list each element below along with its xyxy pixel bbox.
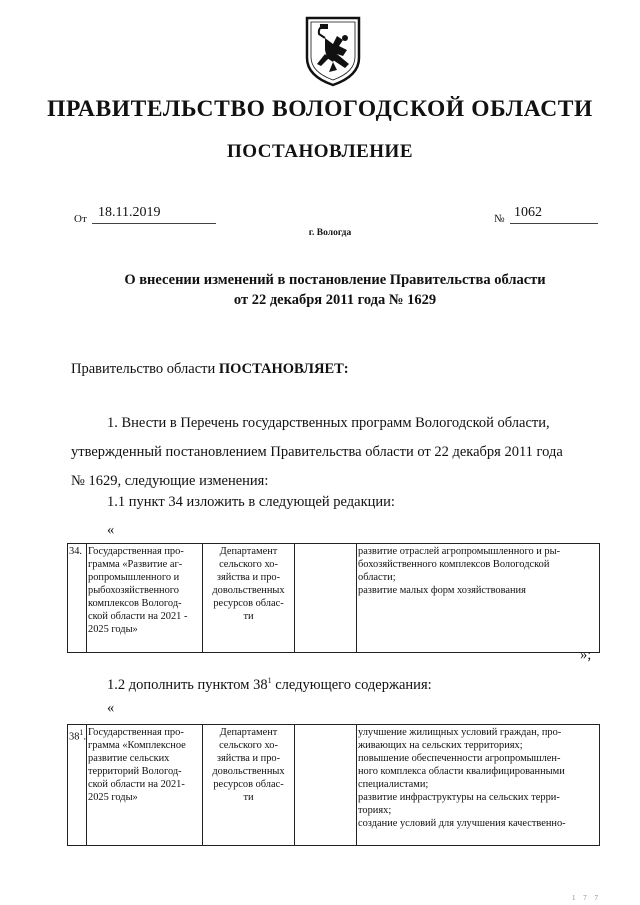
item-1-2-text: 1.2 дополнить пунктом 38 xyxy=(107,676,268,693)
program-line: грамма «Комплексное xyxy=(88,740,186,751)
program-line: Государственная про- xyxy=(88,727,184,738)
program-table-38-1 xyxy=(67,724,600,846)
item-1-line-2: утвержденный постановлением Правительства области от 22 декабря 2011 года xyxy=(71,444,563,460)
department-line: сельского хо- xyxy=(219,740,278,751)
decree-intro-text: Правительство области xyxy=(71,361,216,377)
goal-line: развитие инфраструктуры на сельских терри- xyxy=(358,792,560,803)
goal-line: создание условий для улучшения качественно- xyxy=(358,818,566,829)
empty-cell xyxy=(295,725,357,846)
program-line: 2025 годы» xyxy=(88,792,138,803)
goal-line: ториях; xyxy=(358,805,392,816)
department-line: Департамент xyxy=(219,727,278,738)
program-line: ской области на 2021- xyxy=(88,779,185,790)
item-1-line-3: № 1629, следующие изменения: xyxy=(71,473,269,489)
program-line: ской области на 2021 - xyxy=(88,611,188,622)
program-line: территорий Вологод- xyxy=(88,766,182,777)
row-number-suffix: . xyxy=(83,731,86,743)
department-line: довольственных xyxy=(212,766,285,777)
department-line: ресурсов облас- xyxy=(213,598,284,609)
program-line: 2025 годы» xyxy=(88,624,138,635)
program-table-34 xyxy=(67,543,600,653)
department-line: ресурсов облас- xyxy=(213,779,284,790)
empty-cell xyxy=(295,544,357,653)
goal-line: развитие малых форм хозяйствования xyxy=(358,585,526,596)
row-number-sup: 1 xyxy=(79,728,84,737)
row-number-base: 38 xyxy=(69,731,80,743)
goal-line: развитие отраслей агропромышленного и ры- xyxy=(358,546,561,557)
subject-line-2: от 22 декабря 2011 года № 1629 xyxy=(233,292,437,308)
document-number: 1062 xyxy=(510,205,598,224)
goal-line: ного комплекса области квалифицированными xyxy=(358,766,565,777)
goals-cell xyxy=(357,544,600,653)
department-line: Департамент xyxy=(219,546,278,557)
goals-cell xyxy=(357,725,600,846)
program-line: рыбохозяйственного xyxy=(88,585,179,596)
table-row xyxy=(68,544,600,653)
document-date: 18.11.2019 xyxy=(92,205,216,224)
department-line: довольственных xyxy=(212,585,285,596)
department-line: зяйства и про- xyxy=(216,753,281,764)
page-footer-mark: 1 7 7 xyxy=(572,894,601,902)
program-name-cell xyxy=(87,725,203,846)
item-1 xyxy=(71,409,599,496)
city-label: г. Вологда xyxy=(308,228,352,238)
department-cell xyxy=(203,725,295,846)
subject-line-1: О внесении изменений в постановление Правительства области xyxy=(124,272,546,288)
row-number: 34. xyxy=(68,544,87,653)
date-prefix: От xyxy=(74,213,87,225)
quote-open-2: « xyxy=(107,700,115,716)
department-line: ти xyxy=(243,611,254,622)
item-1-line-1: 1. Внести в Перечень государственных программ Вологодской области, xyxy=(107,415,550,431)
program-line: развитие сельских xyxy=(88,753,170,764)
item-1-2-tail: следующего содержания: xyxy=(271,676,432,693)
department-line: зяйства и про- xyxy=(216,572,281,583)
item-1-2-sup: 1 xyxy=(267,676,272,685)
quote-close-1: »; xyxy=(580,647,592,663)
program-name-cell xyxy=(87,544,203,653)
document-type: ПОСТАНОВЛЕНИЕ xyxy=(226,141,414,162)
decree-intro xyxy=(71,359,349,379)
goal-line: повышение обеспеченности агропромышлен- xyxy=(358,753,561,764)
program-line: грамма «Развитие аг- xyxy=(88,559,183,570)
program-line: ропромышленного и xyxy=(88,572,180,583)
department-line: сельского хо- xyxy=(219,559,278,570)
quote-open-1: « xyxy=(107,522,115,538)
item-1-1: 1.1 пункт 34 изложить в следующей редакции: xyxy=(107,494,395,510)
program-line: Государственная про- xyxy=(88,546,184,557)
goal-line: улучшение жилищных условий граждан, про- xyxy=(358,727,562,738)
goal-line: живающих на сельских территориях; xyxy=(358,740,523,751)
coat-of-arms-icon xyxy=(303,14,363,88)
goal-line: специалистами; xyxy=(358,779,429,790)
item-1-2 xyxy=(107,671,432,695)
department-cell xyxy=(203,544,295,653)
decree-keyword: ПОСТАНОВЛЯЕТ: xyxy=(218,361,349,377)
table-row xyxy=(68,725,600,846)
program-line: комплексов Вологод- xyxy=(88,598,182,609)
document-subject xyxy=(60,270,610,310)
number-prefix: № xyxy=(494,213,505,225)
row-number xyxy=(68,725,87,846)
government-title: ПРАВИТЕЛЬСТВО ВОЛОГОДСКОЙ ОБЛАСТИ xyxy=(47,96,593,122)
goal-line: области; xyxy=(358,572,396,583)
coat-of-arms-emblem xyxy=(303,14,363,88)
department-line: ти xyxy=(243,792,254,803)
goal-line: бохозяйственного комплексов Вологодской xyxy=(358,559,550,570)
